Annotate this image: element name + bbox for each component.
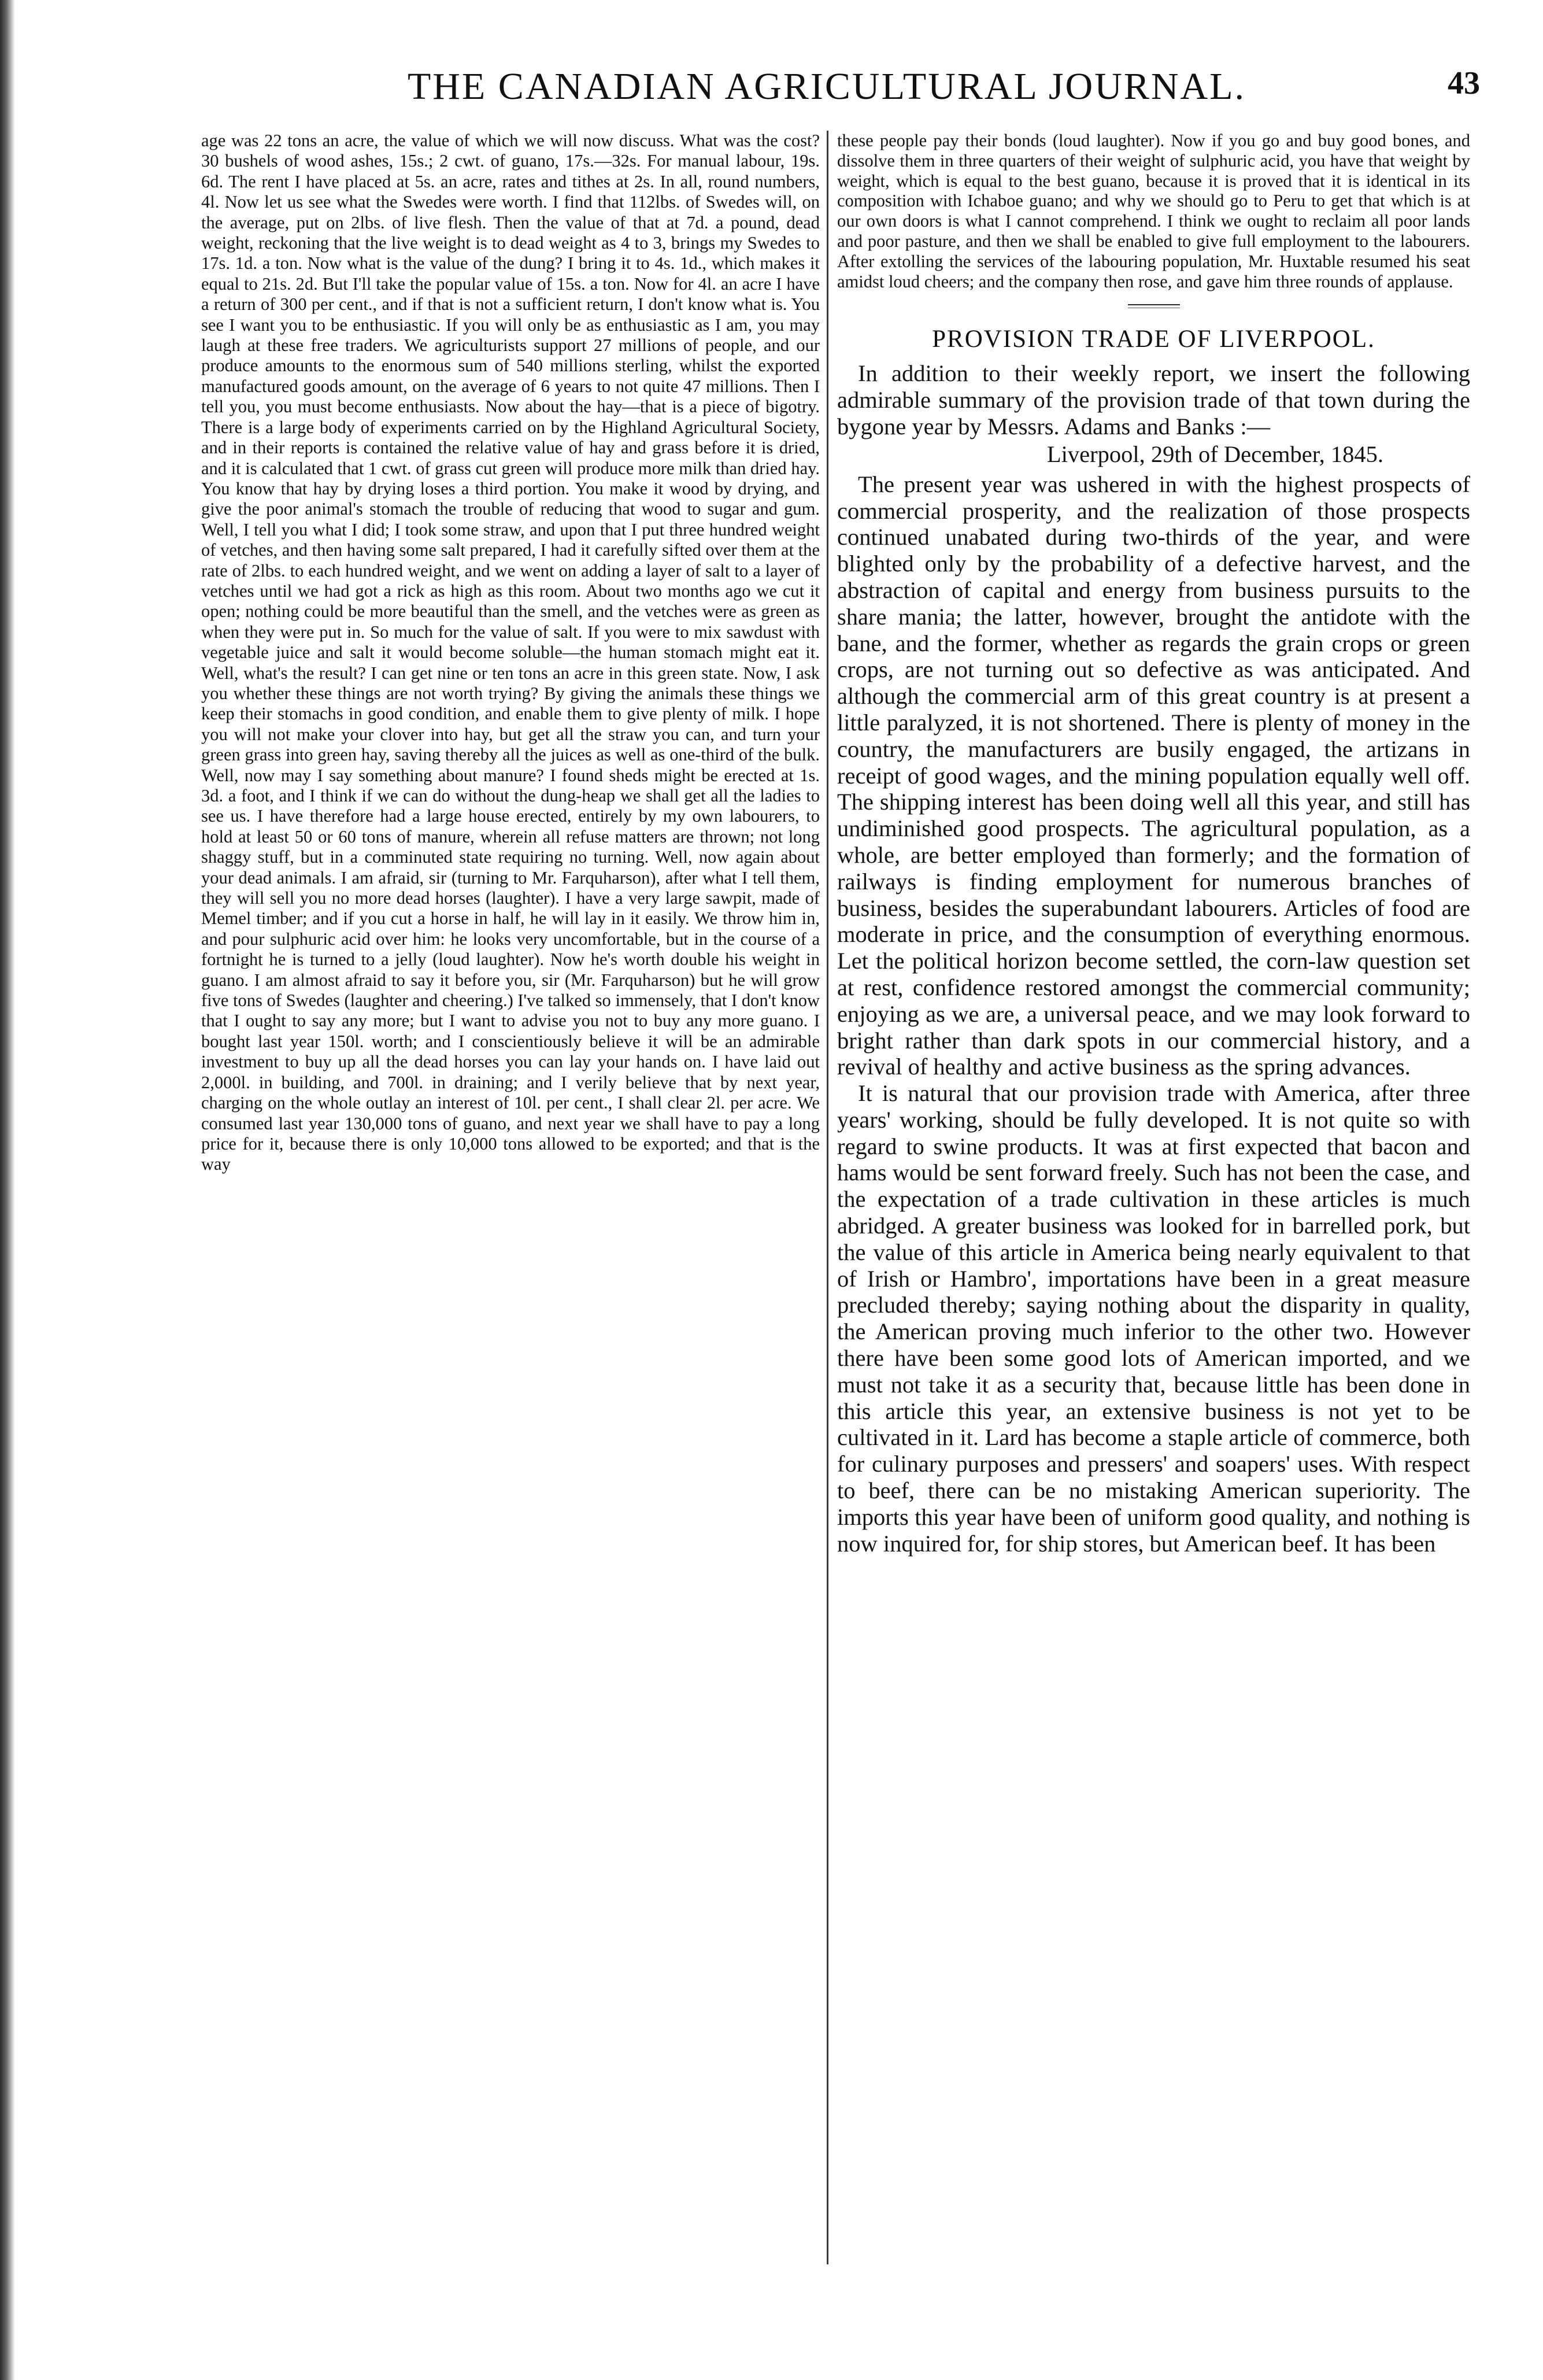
- binding-shadow: [0, 0, 15, 2380]
- continuation-paragraph: these people pay their bonds (loud laughter). Now if you go and buy good bones, and dissolve them in three quarters of their weight of sulphuric acid, you have that weight by weight, which is equal to the best guano, because it is proved that it is identical in its composition with Ichaboe guano; and why we should go to Peru to get that which is at our own doors is what I cannot comprehend. I think we ought to reclaim all poor lands and poor pasture, and then we shall be enabled to give full employment to the labourers. After extolling the services of the labouring population, Mr. Huxtable resumed his seat amidst loud cheers; and the company then rose, and gave him three rounds of applause.: [837, 131, 1470, 291]
- section-heading: PROVISION TRADE OF LIVERPOOL.: [932, 326, 1375, 353]
- right-column: [837, 131, 1470, 2340]
- article-paragraph: It is natural that our provision trade with America, after three years' working, should be fully developed. It is not quite so with regard to swine products. It was at first expected that bacon and hams would be sent forward freely. Such has not been the case, and the expectation of a trade cultivation in these articles is much abridged. A greater business was looked for in barrelled pork, but the value of this article in America being nearly equivalent to that of Irish or Hambro', importations have been in a great measure precluded thereby; saying nothing about the disparity in quality, the American proving much inferior to the other two. However there have been some good lots of American imported, and we must not take it as a security that, because little has been done in this article this year, an extensive business is not yet to be cultivated in it. Lard has become a staple article of commerce, both for culinary purposes and pressers' and soapers' uses. With respect to beef, there can be no mistaking American superiority. The imports this year have been of uniform good quality, and nothing is now inquired for, for ship stores, but American beef. It has been: [837, 1080, 1470, 1557]
- page-header: [173, 65, 1480, 111]
- continuation-block: [837, 131, 1470, 291]
- section-divider: [1128, 304, 1180, 308]
- left-column: [201, 131, 820, 2328]
- article-paragraph: The present year was ushered in with the highest prospects of commercial prosperity, and the realization of those prospects continued unabated during two-thirds of the year, and were blighted only by the probability of a defective harvest, and the abstraction of capital and energy from business pursuits to the share mania; the latter, however, brought the antidote with the bane, and the former, whether as regards the grain crops or green crops, are not turning out so defective as was anticipated. And although the commercial arm of this great country is at present a little paralyzed, it is not shortened. There is plenty of money in the country, the manufacturers are busily engaged, the artizans in receipt of good wages, and the mining population equally well off. The shipping interest has been doing well all this year, and still has undiminished good prospects. The agricultural population, as a whole, are better employed than formerly; and the formation of railways is finding employment for numerous branches of business, besides the superabundant labourers. Articles of food are moderate in price, and the consumption of everything enormous. Let the political horizon become settled, the corn-law question set at rest, confidence restored amongst the commercial community; enjoying as we are, a universal peace, and we may look forward to bright rather than dark spots in our commercial history, and a revival of healthy and active business as the spring advances.: [837, 471, 1470, 1080]
- column-divider: [827, 131, 828, 2264]
- dateline: Liverpool, 29th of December, 1845.: [1046, 441, 1383, 467]
- page-number: 43: [1448, 65, 1480, 101]
- left-column-paragraph: age was 22 tons an acre, the value of which we will now discuss. What was the cost? 30 bushels of wood ashes, 15s.; 2 cwt. of guano, 17s.—32s. For manual labour, 19s. 6d. The rent I have placed at 5s. an acre, rates and tithes at 2s. In all, round numbers, 4l. Now let us see what the Swedes were worth. I find that 112lbs. of Swedes will, on the average, put on 2lbs. of live flesh. Then the value of that at 7d. a pound, dead weight, reckoning that the live weight is to dead weight as 4 to 3, brings my Swedes to 17s. 1d. a ton. Now what is the value of the dung? I bring it to 4s. 1d., which makes it equal to 21s. 2d. But I'll take the popular value of 15s. a ton. Now for 4l. an acre I have a return of 300 per cent., and if that is not a sufficient return, I don't know what is. You see I want you to be enthusiastic. If you will only be as enthusiastic as I am, you may laugh at these free traders. We agriculturists support 27 millions of people, and our produce amounts to the enormous sum of 540 millions sterling, whilst the exported manufactured goods amount, on the average of 6 years to not quite 47 millions. Then I tell you, you must become enthusiasts. Now about the hay—that is a piece of bigotry. There is a large body of experiments carried on by the Highland Agricultural Society, and in their reports is contained the relative value of hay and grass before it is dried, and it is calculated that 1 cwt. of grass cut green will produce more milk than dried hay. You know that hay by drying loses a third portion. You make it wood by drying, and give the poor animal's stomach the trouble of reducing that wood to sugar and gum. Well, I tell you what I did; I took some straw, and upon that I put three hundred weight of vetches, and then having some salt prepared, I had it carefully sifted over them at the rate of 2lbs. to each hundred weight, and we went on adding a layer of salt to a layer of vetches until we had got a rick as high as this room. About two months ago we cut it open; nothing could be more beautiful than the smell, and the vetches were as green as when they were put in. So much for the value of salt. If you were to mix sawdust with vegetable juice and salt it would become soluble—the human stomach might eat it. Well, what's the result? I can get nine or ten tons an acre in this green state. Now, I ask you whether these things are not worth trying? By giving the animals these things we keep their stomachs in good condition, and enable them to give plenty of milk. I hope you will not make your clover into hay, but get all the straw you can, and turn your green grass into green hay, saving thereby all the juices as well as one-third of the bulk. Well, now may I say something about manure? I found sheds might be erected at 1s. 3d. a foot, and I think if we can do without the dung-heap we shall get all the ladies to see us. I have therefore had a large house erected, entirely by my own labourers, to hold at least 50 or 60 tons of manure, wherein all refuse matters are thrown; not long shaggy stuff, but in a comminuted state requiring no turning. Well, now again about your dead animals. I am afraid, sir (turning to Mr. Farquharson), after what I tell them, they will sell you no more dead horses (laughter). I have a very large sawpit, made of Memel timber; and if you cut a horse in half, he will lay in it easily. We throw him in, and pour sulphuric acid over him: he looks very uncomfortable, but in the course of a fortnight he is turned to a jelly (loud laughter). Now he's worth double his weight in guano. I am almost afraid to say it before you, sir (Mr. Farquharson) but he will grow five tons of Swedes (laughter and cheering.) I've talked so immensely, that I don't know that I ought to say any more; but I want to advise you not to buy any more guano. I bought last year 150l. worth; and I conscientiously believe it will be an admirable investment to buy up all the dead horses you can lay your hands on. I have laid out 2,000l. in building, and 700l. in draining; and I verily believe that by next year, charging on the whole outlay an interest of 10l. per cent., I shall clear 2l. per acre. We consumed last year 130,000 tons of guano, and next year we shall have to pay a long price for it, because there is only 10,000 tons allowed to be exported; and that is the way: [201, 131, 820, 1174]
- running-title: THE CANADIAN AGRICULTURAL JOURNAL.: [407, 65, 1246, 108]
- intro-paragraph: In addition to their weekly report, we insert the following admirable summary of the provision trade of that town during the bygone year by Messrs. Adams and Banks :—: [837, 360, 1470, 439]
- article-body: [837, 360, 1470, 1557]
